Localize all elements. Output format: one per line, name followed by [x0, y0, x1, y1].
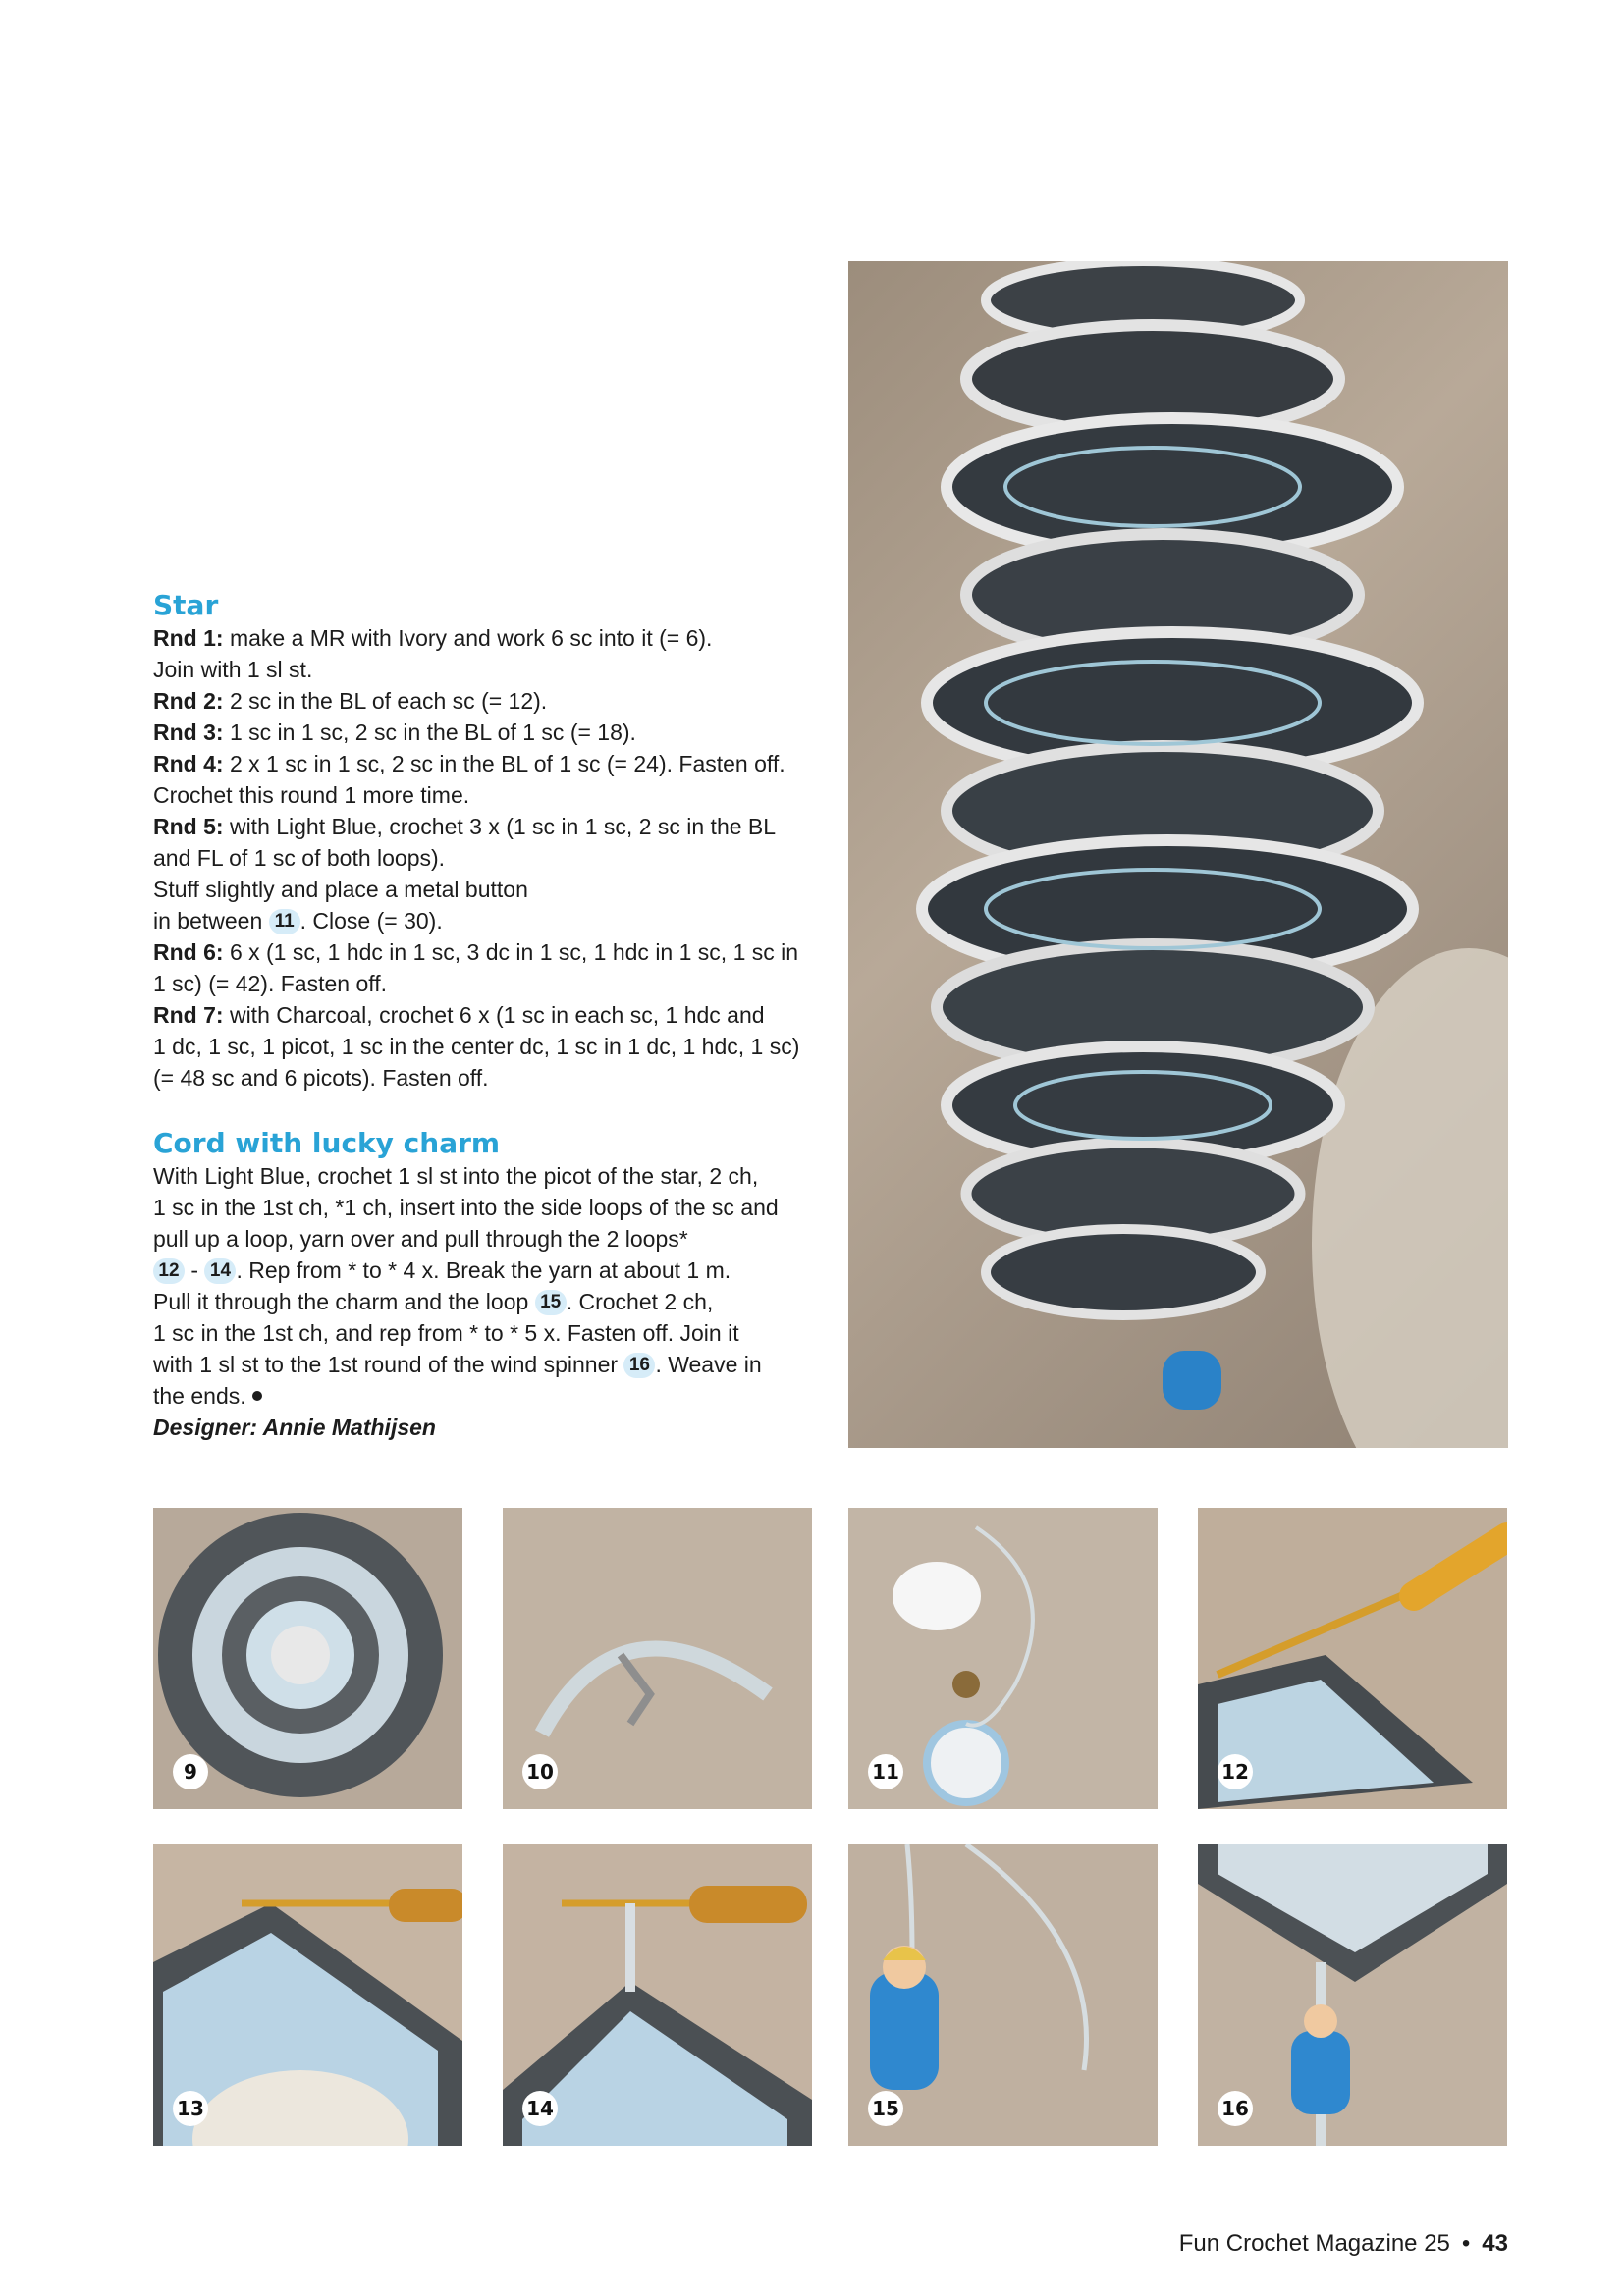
badge-dash: -: [185, 1257, 205, 1283]
section-gap: [153, 1094, 840, 1127]
blue-bead: [1163, 1351, 1221, 1410]
spiral-illustration: [848, 261, 1508, 1448]
rnd5-text4a: in between: [153, 908, 269, 934]
hero-photo-wind-spinner: [848, 261, 1508, 1448]
step-number-14: 14: [522, 2091, 558, 2126]
star-rnd2: [153, 685, 840, 717]
rnd1-label: Rnd 1:: [153, 625, 224, 651]
rnd4-label: Rnd 4:: [153, 751, 224, 776]
cord-line4: [153, 1255, 840, 1286]
cord-line8: [153, 1380, 840, 1412]
cord-line7b: . Weave in: [655, 1352, 762, 1377]
cord-line8-text: the ends.: [153, 1383, 246, 1409]
rnd2-label: Rnd 2:: [153, 688, 224, 714]
star-rnd5-cont: and FL of 1 sc of both loops).: [153, 845, 446, 871]
step-number-12: 12: [1218, 1754, 1253, 1789]
step-badge-16: 16: [623, 1353, 655, 1378]
footer-bullet: •: [1461, 2230, 1471, 2257]
rnd3-text: 1 sc in 1 sc, 2 sc in the BL of 1 sc (= 18).: [223, 720, 636, 745]
star-rnd4: [153, 748, 840, 779]
rnd5-label: Rnd 5:: [153, 814, 224, 839]
star-rnd4-cont: Crochet this round 1 more time.: [153, 782, 470, 808]
star-rnd1: [153, 622, 840, 654]
rnd6-text: 6 x (1 sc, 1 hdc in 1 sc, 3 dc in 1 sc, 1 hdc in 1 sc, 1 sc in: [223, 939, 799, 965]
cord-line5b: . Crochet 2 ch,: [566, 1289, 714, 1314]
rnd7-label: Rnd 7:: [153, 1002, 224, 1028]
rnd7-text: with Charcoal, crochet 6 x (1 sc in each sc, 1 hdc and: [223, 1002, 765, 1028]
step-number-10: 10: [522, 1754, 558, 1789]
star-rnd5-cont2: Stuff slightly and place a metal button: [153, 877, 528, 902]
rnd4-text: 2 x 1 sc in 1 sc, 2 sc in the BL of 1 sc (= 24). Fasten off.: [223, 751, 785, 776]
rnd1-text: make a MR with Ivory and work 6 sc into it (= 6).: [223, 625, 713, 651]
rnd3-label: Rnd 3:: [153, 720, 224, 745]
step-badge-14: 14: [204, 1258, 236, 1284]
pattern-text-column: [153, 589, 840, 1443]
page-footer: [1179, 2230, 1508, 2258]
star-rnd6-cont: 1 sc) (= 42). Fasten off.: [153, 971, 387, 996]
star-rnd7: [153, 999, 840, 1031]
step-badge-11: 11: [269, 909, 300, 934]
star-rnd7-cont2: (= 48 sc and 6 picots). Fasten off.: [153, 1065, 489, 1091]
step-photo-15: [848, 1844, 1158, 2146]
end-dot-icon: [252, 1391, 262, 1401]
spiral-rings: [922, 261, 1418, 1315]
cord-line7: [153, 1349, 840, 1380]
star-rnd5-cont3: [153, 905, 840, 936]
page-number: 43: [1482, 2230, 1508, 2257]
step-number-11: 11: [868, 1754, 903, 1789]
star-rnd7-cont: 1 dc, 1 sc, 1 picot, 1 sc in the center dc, 1 sc in 1 dc, 1 hdc, 1 sc): [153, 1034, 800, 1059]
cord-line3: pull up a loop, yarn over and pull through the 2 loops*: [153, 1226, 688, 1252]
step-number-9: 9: [173, 1754, 208, 1789]
rnd5-text4b: . Close (= 30).: [299, 908, 443, 934]
cord-line2: 1 sc in the 1st ch, *1 ch, insert into the side loops of the sc and: [153, 1195, 779, 1220]
magazine-title: Fun Crochet Magazine 25: [1178, 2230, 1450, 2257]
cord-line4-text: . Rep from * to * 4 x. Break the yarn at about 1 m.: [236, 1257, 731, 1283]
star-rnd6: [153, 936, 840, 968]
cord-line7a: with 1 sl st to the 1st round of the wind spinner: [153, 1352, 624, 1377]
rnd5-text: with Light Blue, crochet 3 x (1 sc in 1 sc, 2 sc in the BL: [223, 814, 777, 839]
step-photo-11: [848, 1508, 1158, 1809]
step-photo-9: [153, 1508, 462, 1809]
star-heading: Star: [153, 589, 219, 621]
step-photo-12: [1198, 1508, 1507, 1809]
step-badge-12: 12: [153, 1258, 185, 1284]
step-number-16: 16: [1218, 2091, 1253, 2126]
step-number-13: 13: [173, 2091, 208, 2126]
star-rnd5: [153, 811, 840, 842]
rnd2-text: 2 sc in the BL of each sc (= 12).: [223, 688, 548, 714]
star-rnd3: [153, 717, 840, 748]
step-badge-15: 15: [535, 1290, 567, 1315]
cord-line6: 1 sc in the 1st ch, and rep from * to * 5 x. Fasten off. Join it: [153, 1320, 739, 1346]
rnd6-label: Rnd 6:: [153, 939, 224, 965]
step-photo-14: [503, 1844, 812, 2146]
cord-line5: [153, 1286, 840, 1317]
step-number-15: 15: [868, 2091, 903, 2126]
cord-heading: Cord with lucky charm: [153, 1127, 501, 1159]
designer-credit: Designer: Annie Mathijsen: [153, 1415, 436, 1440]
step-photo-16: [1198, 1844, 1507, 2146]
cord-line5a: Pull it through the charm and the loop: [153, 1289, 535, 1314]
step-photo-13: [153, 1844, 462, 2146]
star-rnd1-cont: Join with 1 sl st.: [153, 657, 313, 682]
step-photo-10: [503, 1508, 812, 1809]
cord-line1: With Light Blue, crochet 1 sl st into the picot of the star, 2 ch,: [153, 1163, 759, 1189]
